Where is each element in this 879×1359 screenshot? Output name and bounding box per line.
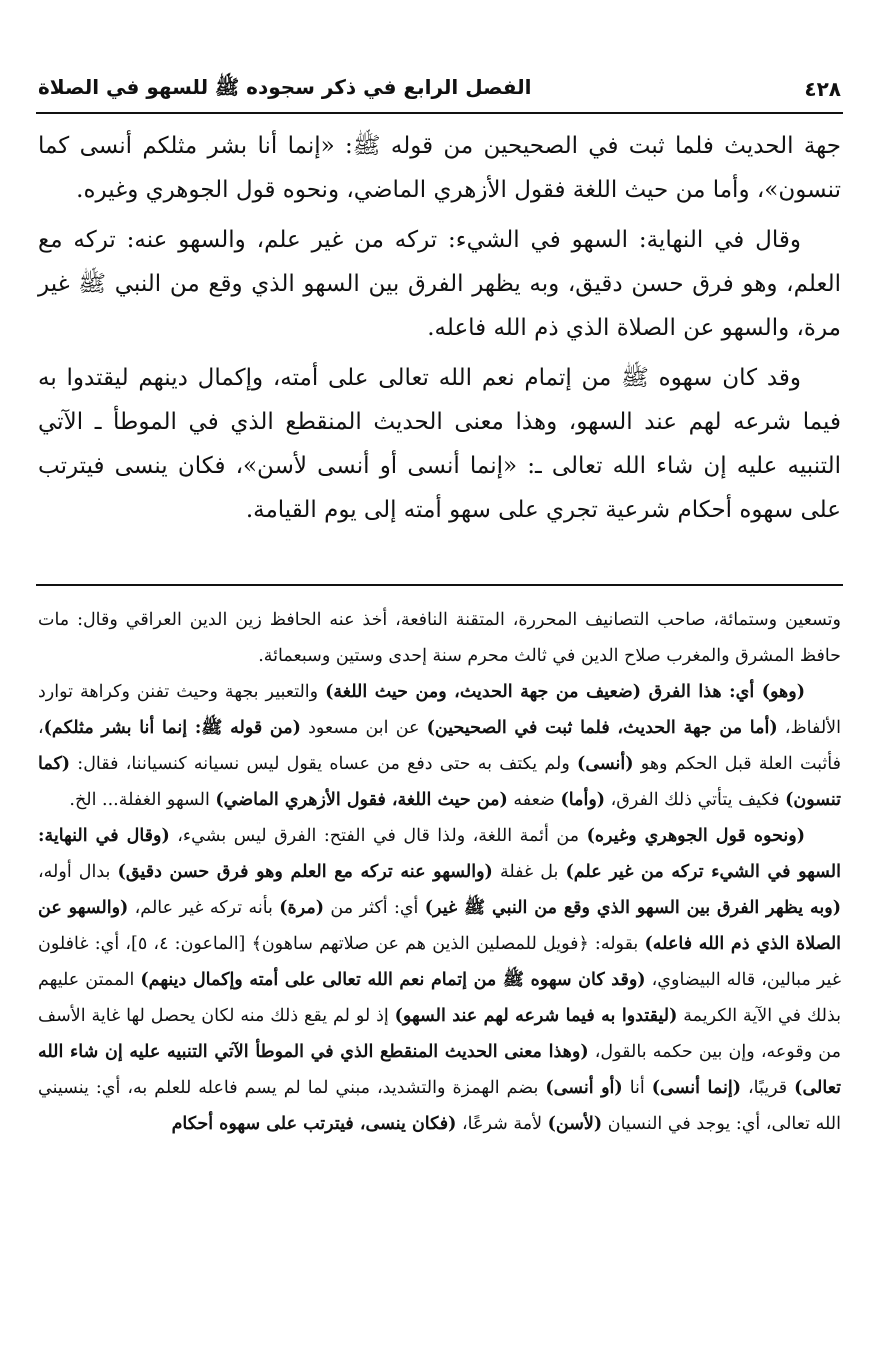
note-paragraph-3 <box>38 818 841 1142</box>
note-text: بدال أوله، <box>38 862 118 882</box>
note-text: ضعفه <box>507 790 561 810</box>
note-bold: (وقد كان سهوه ﷺ من إتمام نعم الله تعالى على أمته وإكمال دينهم) <box>140 970 646 990</box>
note-bold: (وأما) <box>560 790 606 810</box>
main-text <box>38 124 841 538</box>
header-rule <box>36 112 843 114</box>
note-text: عن ابن مسعود <box>300 718 427 738</box>
note-bold: (إنما أنسى) <box>651 1078 741 1098</box>
note-text: بقوله: ﴿فويل للمصلين الذين هم عن صلاتهم ساهون﴾ [الماعون: ٤، ٥]، أي: غافلون غير مبالين، قاله البيضاوي، <box>38 934 841 990</box>
note-bold: (أو أنسى) <box>545 1078 623 1098</box>
note-text: بأنه تركه غير عالم، <box>128 898 280 918</box>
note-bold: (وبه يظهر الفرق بين السهو الذي وقع من النبي ﷺ غير) <box>424 898 841 918</box>
commentary <box>38 602 841 1142</box>
footnote-divider <box>36 584 843 586</box>
note-bold: (كما تنسون) <box>38 754 841 810</box>
note-bold: (والسهو عن الصلاة الذي ذم الله فاعله) <box>38 898 842 954</box>
note-text: ، فأثبت العلة قبل الحكم وهو <box>38 718 841 774</box>
note-text: من أئمة اللغة، ولذا قال في الفتح: الفرق ليس بشيء، <box>169 826 587 846</box>
note-bold: (مرة) <box>279 898 325 918</box>
note-paragraph-1: وتسعين وستمائة، صاحب التصانيف المحررة، المتقنة النافعة، أخذ عنه الحافظ زين الدين العراقي وقال: مات حافظ المشرق والمغرب صلاح الدين في ثالث محرم سنة إحدى وستين وسبعمائة. <box>38 610 841 666</box>
note-bold: (ليقتدوا به فيما شرعه لهم عند السهو) <box>394 1006 678 1026</box>
note-text: قريبًا، <box>741 1078 795 1098</box>
note-text: إذ لو لم يقع ذلك منه لكان يحصل لها غاية الأسف من وقوعه، وإن بين حكمه بالقول، <box>38 1006 841 1062</box>
note-text: بل غفلة <box>492 862 566 882</box>
note-bold: (من قوله ﷺ: إنما أنا بشر مثلكم) <box>43 718 301 738</box>
note-bold: (وقال في النهاية: السهو في الشيء تركه من غير علم) <box>38 826 841 882</box>
note-bold: (ضعيف من جهة الحديث، ومن حيث اللغة) <box>325 682 642 702</box>
note-text: بضم الهمزة والتشديد، مبني لما لم يسم فاعله للعلم به، أي: ينسيني الله تعالى، أي: يوجد في النسيان <box>38 1078 841 1134</box>
note-bold: (من حيث اللغة، فقول الأزهري الماضي) <box>215 790 508 810</box>
main-paragraph-2: وقال في النهاية: السهو في الشيء: تركه من غير علم، والسهو عنه: تركه مع العلم، وهو فرق حسن دقيق، وبه يظهر الفرق بين السهو الذي وقع من النبي ﷺ غير مرة، والسهو عن الصلاة الذي ذم الله فاعله. <box>38 227 841 341</box>
note-bold: (أما من جهة الحديث، فلما ثبت في الصحيحين) <box>426 718 778 738</box>
note-bold: (فكان ينسى، فيترتب على سهوه أحكام <box>171 1114 457 1134</box>
note-text: والتعبير بجهة وحيث تفنن وكراهة توارد الألفاظ، <box>38 682 841 738</box>
running-header <box>38 72 841 106</box>
note-text: السهو الغفلة... الخ. <box>69 790 216 810</box>
chapter-title: الفصل الرابع في ذكر سجوده ﷺ للسهو في الصلاة <box>38 74 532 99</box>
page-number: ٤٢٨ <box>804 77 841 101</box>
note-text: لأمة شرعًا، <box>456 1114 548 1134</box>
note-paragraph-2 <box>38 674 841 818</box>
note-bold: (لأسن) <box>547 1114 603 1134</box>
note-bold: (أنسى) <box>577 754 634 774</box>
main-paragraph-1: جهة الحديث فلما ثبت في الصحيحين من قوله ﷺ: «إنما أنا بشر مثلكم أنسى كما تنسون»، وأما من حيث اللغة فقول الأزهري الماضي، ونحوه قول الجوهري وغيره. <box>38 133 841 203</box>
note-text: فكيف يتأتي ذلك الفرق، <box>605 790 786 810</box>
note-text: ولم يكتف به حتى دفع من عساه يقول ليس نسيانه كنسياننا، فقال: <box>70 754 578 774</box>
note-text: الممتن عليهم بذلك في الآية الكريمة <box>38 970 842 1026</box>
note-bold: (ونحوه قول الجوهري وغيره) <box>586 826 805 846</box>
note-bold: (والسهو عنه تركه مع العلم وهو فرق حسن دقيق) <box>117 862 493 882</box>
note-bold: (وهو) أي: هذا الفرق <box>641 682 805 702</box>
note-text: أنا <box>622 1078 652 1098</box>
main-paragraph-3: وقد كان سهوه ﷺ من إتمام نعم الله تعالى على أمته، وإكمال دينهم ليقتدوا به فيما شرعه لهم عند السهو، وهذا معنى الحديث المنقطع الذي في الموطأ ـ الآتي التنبيه عليه إن شاء الله تعالى ـ: «إنما أنسى أو أنسى لأسن»، فكان ينسى فيترتب على سهوه أحكام شرعية تجري على سهو أمته إلى يوم القيامة. <box>38 365 841 523</box>
note-bold: (وهذا معنى الحديث المنقطع الذي في الموطأ الآتي التنبيه عليه إن شاء الله تعالى) <box>38 1042 842 1098</box>
note-text: أي: أكثر من <box>324 898 425 918</box>
